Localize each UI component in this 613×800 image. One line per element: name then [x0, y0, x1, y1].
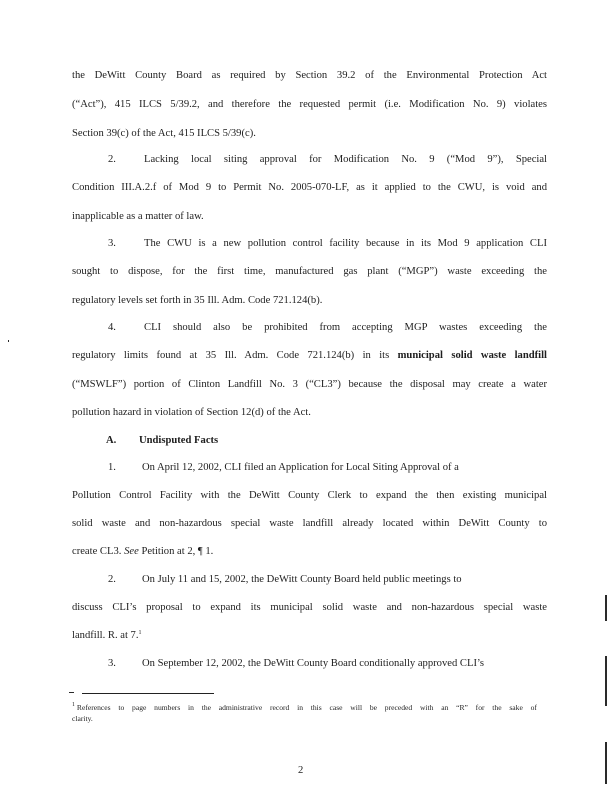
text-line: regulatory levels set forth in 35 Ill. Adm. Code 721.124(b).	[72, 295, 323, 306]
paragraph-number: 2.	[108, 574, 116, 585]
text-line	[72, 349, 547, 362]
text-line: Pollution Control Facility with the DeWitt County Clerk to expand the then existing municipal	[72, 490, 547, 501]
text-run: Petition at 2, ¶ 1.	[141, 546, 214, 557]
footnote	[72, 702, 544, 724]
scan-edge-mark	[605, 742, 607, 784]
text-line	[72, 629, 142, 642]
section-heading	[106, 434, 218, 447]
scan-edge-mark	[605, 595, 607, 621]
footnote-text: References to page numbers in the administrative record in this case will be preceded with an “R” for the sake of	[76, 703, 537, 712]
italic-signal: See	[124, 546, 139, 557]
text-line: Section 39(c) of the Act, 415 ILCS 5/39(c).	[72, 128, 256, 139]
text-line: CLI should also be prohibited from accepting MGP wastes exceeding the	[144, 322, 547, 333]
text-line: On April 12, 2002, CLI filed an Application for Local Siting Approval of a	[142, 462, 459, 473]
bold-text: municipal solid waste landfill	[397, 350, 547, 361]
text-line: inapplicable as a matter of law.	[72, 211, 204, 222]
scan-edge-mark	[605, 656, 607, 706]
text-run: create CL3.	[72, 546, 122, 557]
heading-text: Undisputed Facts	[139, 435, 219, 446]
text-line: The CWU is a new pollution control facility because in its Mod 9 application CLI	[144, 238, 547, 249]
text-line: sought to dispose, for the first time, manufactured gas plant (“MGP”) waste exceeding the	[72, 266, 547, 277]
text-line: (“Act”), 415 ILCS 5/39.2, and therefore the requested permit (i.e. Modification No. 9) violates	[72, 99, 547, 110]
text-line: (“MSWLF”) portion of Clinton Landfill No. 3 (“CL3”) because the disposal may create a water	[72, 379, 547, 390]
footnote-separator	[82, 693, 214, 694]
scan-speck	[8, 340, 9, 342]
text-line: discuss CLI’s proposal to expand its municipal solid waste and non-hazardous special waste	[72, 602, 547, 613]
footnote-text: clarity.	[72, 714, 93, 723]
text-line: On September 12, 2002, the DeWitt County Board conditionally approved CLI’s	[142, 658, 485, 669]
text-line: pollution hazard in violation of Section 12(d) of the Act.	[72, 407, 311, 418]
footnote-reference: 1	[138, 630, 142, 636]
paragraph-number: 2.	[108, 154, 116, 165]
paragraph-number: 1.	[108, 462, 116, 473]
scan-speck	[69, 692, 74, 693]
paragraph-number: 3.	[108, 658, 116, 669]
text-run: regulatory limits found at 35 Ill. Adm. Code 721.124(b) in its	[72, 350, 390, 361]
text-line: solid waste and non-hazardous special waste landfill already located within DeWitt County to	[72, 518, 547, 529]
text-line: Condition III.A.2.f of Mod 9 to Permit No. 2005-070-LF, as it applied to the CWU, is void and	[72, 182, 547, 193]
text-run: landfill. R. at 7.	[72, 630, 139, 641]
heading-label: A.	[106, 435, 117, 446]
page-number: 2	[298, 765, 304, 776]
paragraph-number: 3.	[108, 238, 116, 249]
text-line	[72, 545, 213, 558]
text-line: the DeWitt County Board as required by Section 39.2 of the Environmental Protection Act	[72, 70, 547, 81]
text-line: On July 11 and 15, 2002, the DeWitt County Board held public meetings to	[142, 574, 462, 585]
text-line: Lacking local siting approval for Modification No. 9 (“Mod 9”), Special	[144, 154, 547, 165]
footnote-marker: 1	[72, 702, 75, 708]
paragraph-number: 4.	[108, 322, 116, 333]
